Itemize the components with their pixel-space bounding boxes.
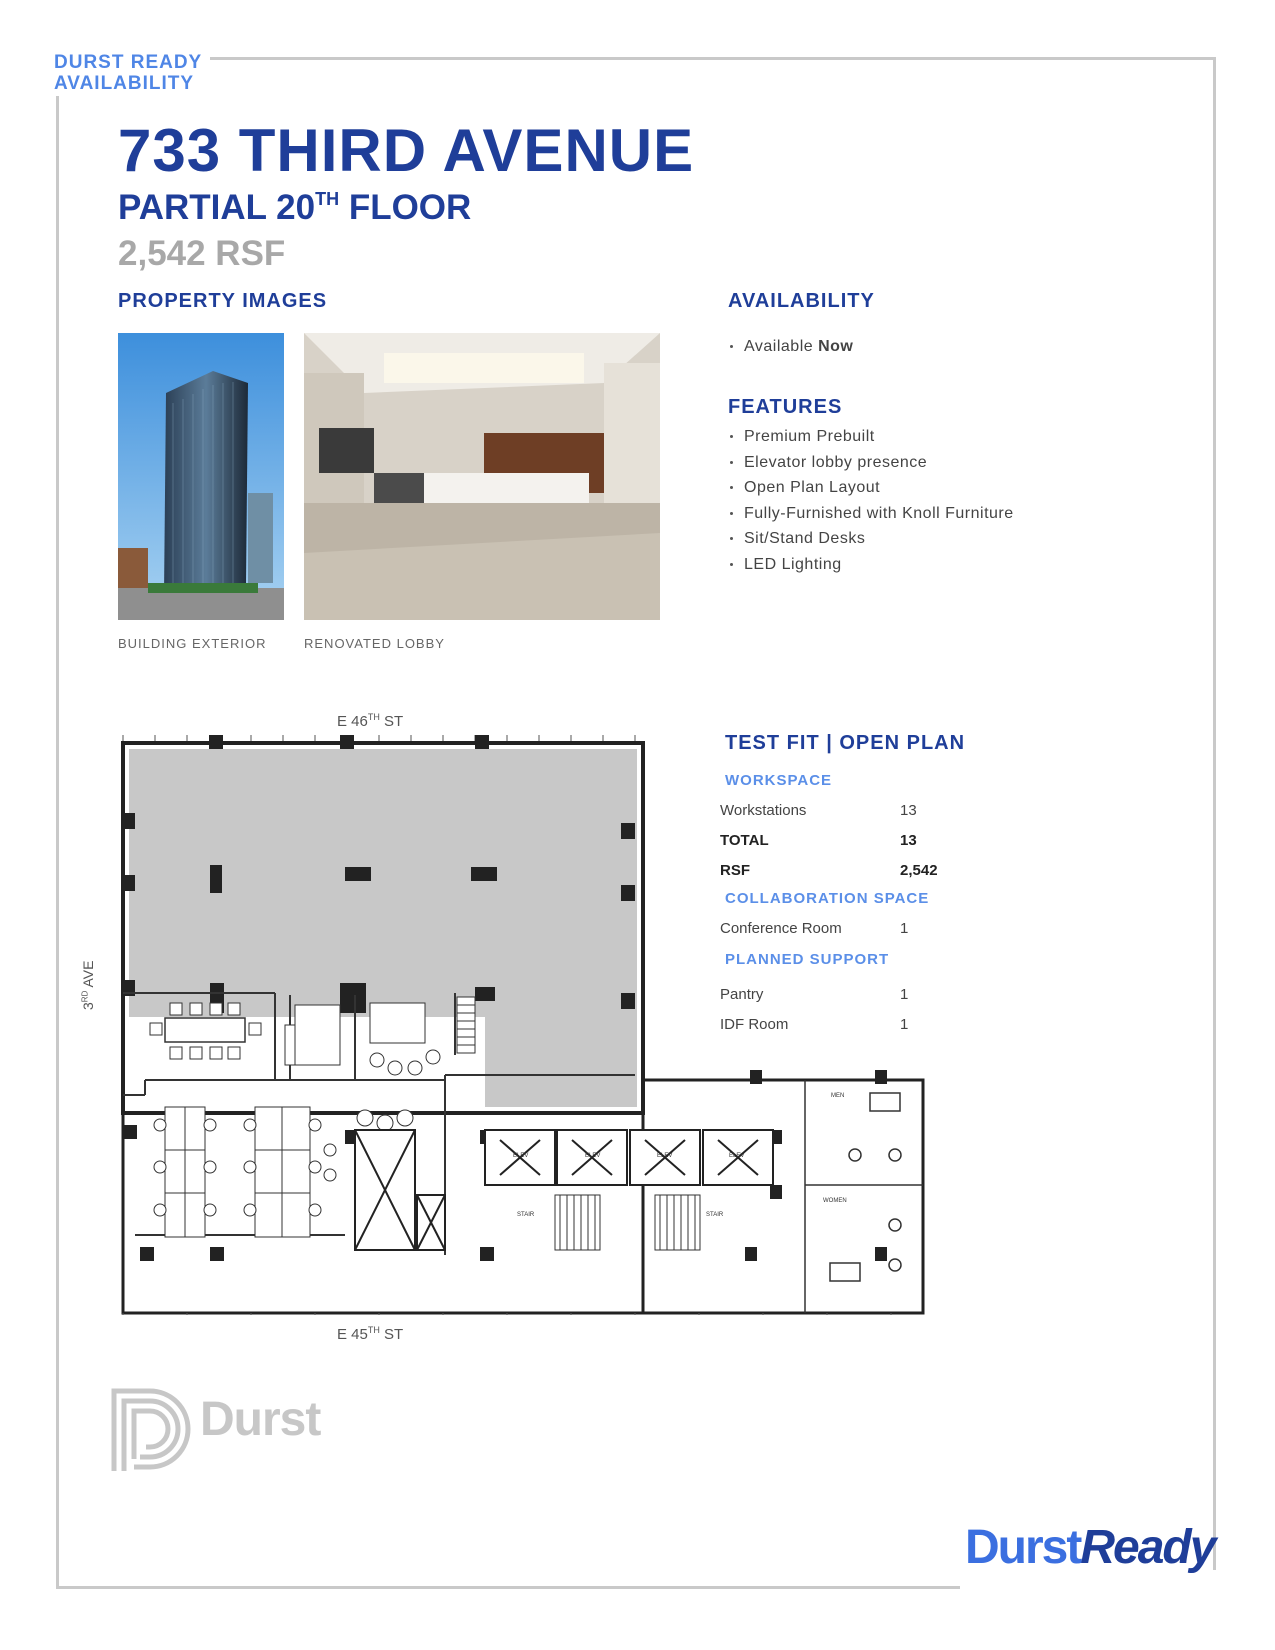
durst-ready-logo: [965, 1520, 1214, 1575]
elev-label-1: ELEV: [513, 1153, 529, 1159]
renovated-lobby-image: [304, 333, 660, 620]
workstations-label: Workstations: [720, 802, 807, 819]
south-street-sup: TH: [367, 1325, 380, 1335]
page-title: 733 THIRD AVENUE: [118, 117, 695, 184]
elev-label-2: ELEV: [585, 1153, 601, 1159]
property-images-heading: PROPERTY IMAGES: [118, 290, 328, 312]
south-street-suffix: ST: [379, 1326, 404, 1343]
pantry-value: 1: [900, 986, 909, 1003]
building-exterior-image: [118, 333, 284, 620]
rsf-value: 2,542: [900, 862, 938, 879]
subtitle-sup: TH: [315, 189, 340, 209]
availability-prefix: Available: [744, 338, 819, 355]
tag-line-1: DURST READY: [54, 52, 203, 73]
tag-line-2: AVAILABILITY: [54, 73, 195, 94]
workspace-heading: WORKSPACE: [725, 772, 833, 789]
durst-logo-icon: [110, 1385, 196, 1475]
workstations-value: 13: [900, 802, 917, 819]
total-value: 13: [900, 832, 917, 849]
idf-label: IDF Room: [720, 1016, 789, 1033]
frame-gap: [960, 1570, 1230, 1620]
pantry-label: Pantry: [720, 986, 764, 1003]
west-street-suffix: AVE: [80, 960, 96, 991]
feature-item: LED Lighting: [728, 552, 1014, 578]
conference-label: Conference Room: [720, 920, 842, 937]
rsf-total: 2,542 RSF: [118, 234, 286, 273]
west-street: 3: [80, 1002, 96, 1010]
feature-item: Open Plan Layout: [728, 475, 1014, 501]
ready-logo-part1: Durst: [965, 1521, 1081, 1574]
support-heading: PLANNED SUPPORT: [725, 951, 890, 968]
south-street-label: [337, 1325, 403, 1343]
features-heading: FEATURES: [728, 396, 843, 418]
durst-logo-text: Durst: [200, 1393, 321, 1446]
image-caption-exterior: BUILDING EXTERIOR: [118, 636, 267, 651]
collaboration-heading: COLLABORATION SPACE: [725, 890, 930, 907]
subtitle-suffix: FLOOR: [339, 188, 472, 227]
men-room-label: MEN: [831, 1093, 845, 1099]
feature-item: Premium Prebuilt: [728, 424, 1014, 450]
availability-item: [728, 334, 853, 360]
elev-label-4: ELEV: [729, 1153, 745, 1159]
north-street-suffix: ST: [379, 713, 404, 730]
conference-value: 1: [900, 920, 909, 937]
total-label: TOTAL: [720, 832, 769, 849]
west-street-sup: RD: [80, 990, 90, 1003]
west-street-label: [80, 961, 96, 1010]
idf-value: 1: [900, 1016, 909, 1033]
north-street-sup: TH: [367, 712, 380, 722]
stair-label-1: STAIR: [517, 1212, 535, 1218]
features-list: [728, 424, 1014, 577]
north-street: E 46: [337, 713, 368, 730]
stair-label-2: STAIR: [706, 1212, 724, 1218]
women-room-label: WOMEN: [823, 1198, 847, 1204]
feature-item: Sit/Stand Desks: [728, 526, 1014, 552]
page-subtitle: [118, 188, 471, 228]
section-tag: [46, 50, 210, 96]
floor-plan: [115, 735, 935, 1315]
north-street-label: [337, 712, 403, 730]
feature-item: Fully-Furnished with Knoll Furniture: [728, 501, 1014, 527]
subtitle-prefix: PARTIAL 20: [118, 188, 316, 227]
feature-item: Elevator lobby presence: [728, 450, 1014, 476]
availability-status: Now: [818, 338, 854, 355]
elev-label-3: ELEV: [657, 1153, 673, 1159]
ready-logo-part2: Ready: [1080, 1521, 1215, 1574]
availability-heading: AVAILABILITY: [728, 290, 875, 312]
image-caption-lobby: RENOVATED LOBBY: [304, 636, 445, 651]
south-street: E 45: [337, 1326, 368, 1343]
test-fit-heading: TEST FIT | OPEN PLAN: [725, 732, 966, 754]
availability-list: [728, 334, 853, 360]
rsf-label: RSF: [720, 862, 750, 879]
